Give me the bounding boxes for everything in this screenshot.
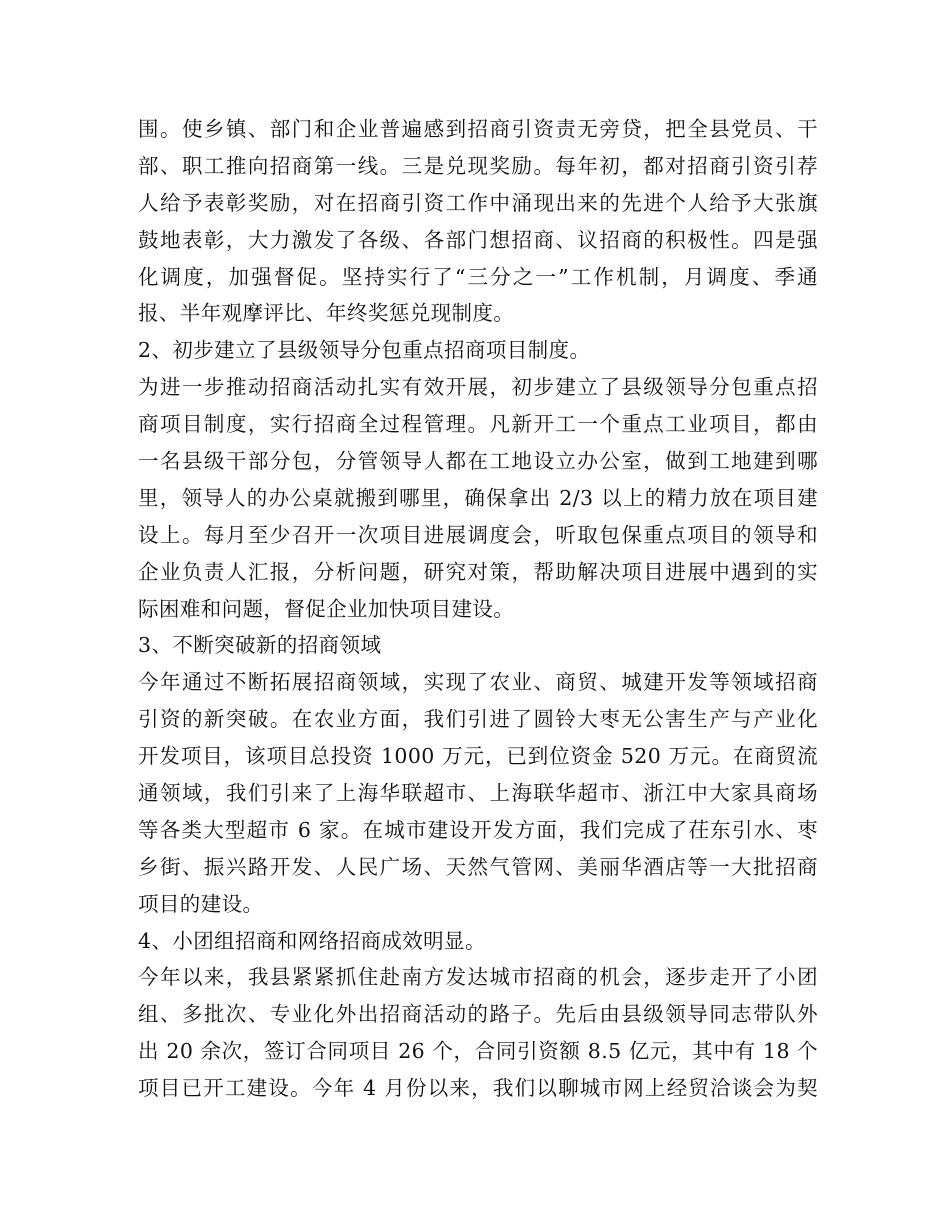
text-line: 企业负责人汇报，分析问题，研究对策，帮助解决项目进展中遇到的实 <box>138 559 818 584</box>
text-line: 乡街、振兴路开发、人民广场、天然气管网、美丽华酒店等一大批招商 <box>138 854 818 879</box>
text-line: 围。使乡镇、部门和企业普遍感到招商引资责无旁贷，把全县党员、干 <box>138 117 818 141</box>
text-line: 项目已开工建设。今年 4 月份以来，我们以聊城市网上经贸洽谈会为契 <box>138 1076 818 1101</box>
text-line: 商项目制度，实行招商全过程管理。凡新开工一个重点工业项目，都由 <box>138 412 818 437</box>
text-line: 今年以来，我县紧紧抓住赴南方发达城市招商的机会，逐步走开了小团 <box>138 965 818 990</box>
text-line: 4、小团组招商和网络招商成效明显。 <box>138 928 486 953</box>
text-line: 3、不断突破新的招商领域 <box>138 633 382 658</box>
text-line: 际困难和问题，督促企业加快项目建设。 <box>138 596 515 621</box>
text-line: 化调度，加强督促。坚持实行了“三分之一”工作机制，月调度、季通 <box>138 264 818 289</box>
text-line: 等各类大型超市 6 家。在城市建设开发方面，我们完成了茌东引水、枣 <box>138 817 818 842</box>
text-line: 引资的新突破。在农业方面，我们引进了圆铃大枣无公害生产与产业化 <box>138 707 818 732</box>
text-line: 出 20 余次，签订合同项目 26 个，合同引资额 8.5 亿元，其中有 18 个 <box>138 1039 818 1064</box>
text-line: 项目的建设。 <box>138 891 264 916</box>
text-line: 里，领导人的办公桌就搬到哪里，确保拿出 2/3 以上的精力放在项目建 <box>138 485 818 510</box>
text-line: 一名县级干部分包，分管领导人都在工地设立办公室，做到工地建到哪 <box>138 449 818 474</box>
text-line: 报、半年观摩评比、年终奖惩兑现制度。 <box>138 301 515 326</box>
text-line: 为进一步推动招商活动扎实有效开展，初步建立了县级领导分包重点招 <box>138 375 818 400</box>
text-line: 鼓地表彰，大力激发了各级、各部门想招商、议招商的积极性。四是强 <box>138 227 818 252</box>
text-line: 设上。每月至少召开一次项目进展调度会，听取包保重点项目的领导和 <box>138 522 818 547</box>
text-line: 开发项目，该项目总投资 1000 万元，已到位资金 520 万元。在商贸流 <box>138 744 818 769</box>
document-body <box>138 111 818 1107</box>
text-line: 通领域，我们引来了上海华联超市、上海联华超市、浙江中大家具商场 <box>138 781 818 806</box>
text-line: 人给予表彰奖励，对在招商引资工作中涌现出来的先进个人给予大张旗 <box>138 190 818 215</box>
text-line: 今年通过不断拓展招商领域，实现了农业、商贸、城建开发等领域招商 <box>138 670 818 695</box>
text-line: 2、初步建立了县级领导分包重点招商项目制度。 <box>138 338 591 363</box>
text-line: 组、多批次、专业化外出招商活动的路子。先后由县级领导同志带队外 <box>138 1002 818 1027</box>
text-line: 部、职工推向招商第一线。三是兑现奖励。每年初，都对招商引资引荐 <box>138 153 818 178</box>
